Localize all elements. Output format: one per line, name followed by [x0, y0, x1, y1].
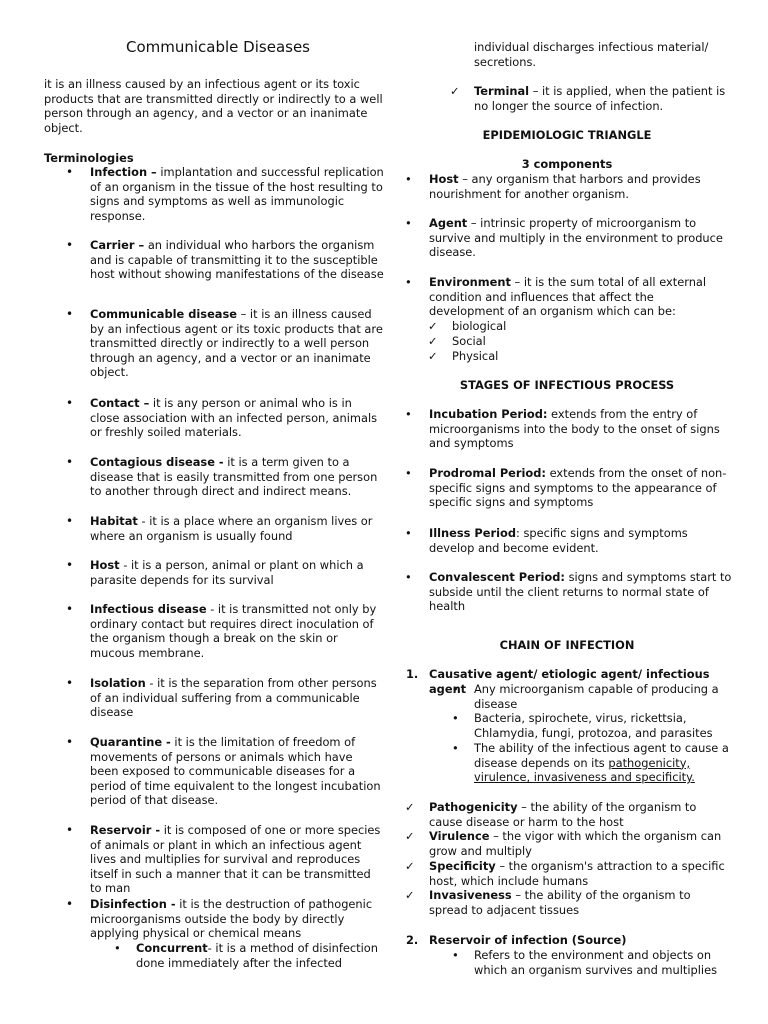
concurrent-continued: individual discharges infectious material/ secretions. [474, 40, 709, 69]
chain-1-sub-item: • The ability of the infectious agent to cause a disease depends on its pathogenicity, virulence, invasiveness and specificity. [474, 741, 732, 785]
component-item: • Agent – intrinsic property of microorganism to survive and multiply in the environment to produce disease. [429, 216, 732, 260]
term-item: • Communicable disease – it is an illness caused by an infectious agent or its toxic products that are transmitted directly or indirectly to a well person through an agency, and a vector or an inanimate object. [90, 307, 384, 380]
chain-item-1: 1. Causative agent/ etiologic agent/ infectious agent [406, 667, 710, 696]
env-item: ✓ Social [452, 334, 732, 349]
stage-item: • Illness Period: specific signs and symptoms develop and become evident. [429, 526, 732, 555]
checklist-item-terminal: ✓ Terminal – it is applied, when the patient is no longer the source of infection. [474, 84, 732, 113]
property-item: ✓ Virulence – the vigor with which the organism can grow and multiply [429, 829, 732, 858]
env-item: ✓ biological [452, 319, 732, 334]
term-item: • Host - it is a person, animal or plant on which a parasite depends for its survival [90, 558, 384, 587]
stage-item: • Convalescent Period: signs and symptoms start to subside until the client returns to normal state of health [429, 570, 732, 614]
chain-1-sub-item: • Any microorganism capable of producing a disease [474, 682, 732, 711]
term-item: • Contact – it is any person or animal who is in close association with an infected person, animals or freshly soiled materials. [90, 396, 384, 440]
property-item: ✓ Specificity – the organism's attraction to a specific host, which include humans [429, 859, 732, 888]
intro-paragraph: it is an illness caused by an infectious agent or its toxic products that are transmitted directly or indirectly to a well person through an agency, and a vector or an inanimate object. [44, 77, 383, 135]
components-heading: 3 components [521, 157, 613, 171]
property-item: ✓ Invasiveness – the ability of the organism to spread to adjacent tissues [429, 888, 732, 917]
component-item: • Environment – it is the sum total of all external condition and influences that affect the development of an organism which can be: [429, 275, 732, 319]
term-item: • Quarantine - it is the limitation of freedom of movements of persons or animals which have been exposed to communicable diseases for a period of time equivalent to the longest incubation period of that disease. [90, 735, 384, 808]
env-item: ✓ Physical [452, 349, 732, 364]
term-item: • Contagious disease - it is a term given to a disease that is easily transmitted from one person to another through direct and indirect means. [90, 455, 384, 499]
property-item: ✓ Pathogenicity – the ability of the organism to cause disease or harm to the host [429, 800, 732, 829]
stage-item: • Incubation Period: extends from the entry of microorganisms into the body to the onset of signs and symptoms [429, 407, 732, 451]
chain-item-2: 2. Reservoir of infection (Source) [406, 933, 627, 947]
term-item: • Carrier – an individual who harbors the organism and is capable of transmitting it to the susceptible host without showing manifestations of the disease [90, 238, 384, 282]
chain-1-sub-item: • Bacteria, spirochete, virus, rickettsia, Chlamydia, fungi, protozoa, and parasites [474, 711, 732, 740]
term-item: • Isolation - it is the separation from other persons of an individual suffering from a communicable disease [90, 676, 384, 720]
component-item: • Host – any organism that harbors and provides nourishment for another organism. [429, 172, 732, 201]
chain-2-sub-item: • Refers to the environment and objects on which an organism survives and multiplies [474, 948, 732, 977]
stages-heading: STAGES OF INFECTIOUS PROCESS [459, 378, 675, 392]
sub-item-concurrent: • Concurrent- it is a method of disinfection done immediately after the infected [136, 941, 384, 970]
epidemiologic-triangle-heading: EPIDEMIOLOGIC TRIANGLE [482, 128, 652, 142]
term-item: • Reservoir - it is composed of one or more species of animals or plant in which an infectious agent lives and multiplies for survival and reproduces itself in such a manner that it can be transmitted to man [90, 823, 384, 896]
document-title: Communicable Diseases [126, 38, 310, 56]
chain-of-infection-heading: CHAIN OF INFECTION [499, 638, 635, 652]
term-item: • Disinfection - it is the destruction of pathogenic microorganisms outside the body by directly applying physical or chemical means [90, 897, 384, 941]
term-item: • Infection – implantation and successful replication of an organism in the tissue of the host resulting to signs and symptoms as well as immunologic response. [90, 165, 384, 223]
term-item: • Infectious disease - it is transmitted not only by ordinary contact but requires direct inoculation of the organism though a break on the skin or mucous membrane. [90, 602, 384, 660]
stage-item: • Prodromal Period: extends from the onset of non-specific signs and symptoms to the appearance of specific signs and symptoms [429, 466, 732, 510]
term-item: • Habitat - it is a place where an organism lives or where an organism is usually found [90, 514, 384, 543]
terminologies-heading: Terminologies [44, 151, 134, 165]
